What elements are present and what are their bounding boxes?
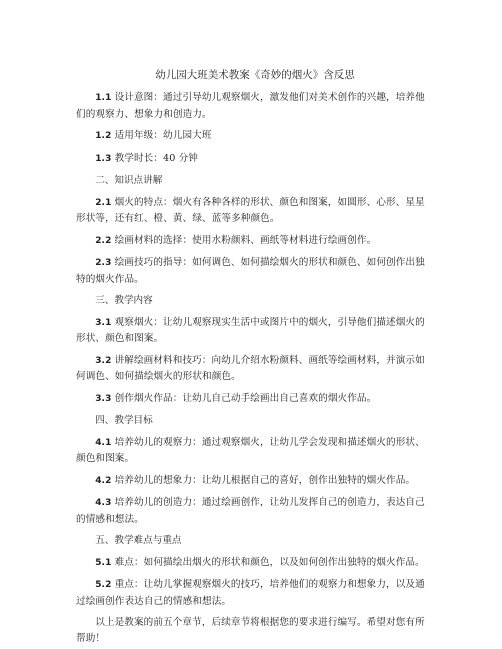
paragraph [76,473,430,490]
paragraph [76,353,430,385]
item-number: 2.2 [95,235,112,246]
paragraph-text: 绘画材料的选择：使用水粉颜料、画纸等材料进行绘画创作。 [111,234,377,246]
paragraph-text: 培养幼儿的观察力：通过观察烟火，让幼儿学会发现和描述烟火的形状、颜色和图案。 [76,436,425,464]
item-number: 5.2 [95,580,112,590]
item-number: 3.2 [95,355,112,366]
paragraph-text: 设计意图：通过引导幼儿观察烟火，激发他们对美术创作的兴趣，培养他们的观察力、想象力和创造力。 [76,92,425,120]
section-heading [76,173,430,189]
item-number: 1.1 [95,93,112,103]
heading-text: 四、教学目标 [95,415,153,426]
paragraph [76,255,430,287]
paragraph-text: 难点：如何描绘出烟火的形状和颜色，以及如何创作出独特的烟火作品。 [111,556,425,568]
paragraph [76,555,430,572]
heading-text: 五、教学难点与重点 [95,535,182,546]
heading-text: 三、教学内容 [95,295,153,306]
paragraph-text: 适用年级：幼儿园大班 [111,130,212,141]
paragraph [76,391,430,408]
document-body [76,90,430,646]
item-number: 2.3 [95,258,112,268]
paragraph-text: 讲解绘画材料和技巧：向幼儿介绍水粉颜料、画纸等绘画材料，并演示如何调色、如何描绘烟火的形状和颜色。 [76,354,425,382]
paragraph-text: 培养幼儿的想象力：让幼儿根据自己的喜好，创作出独特的烟火作品。 [111,474,416,486]
heading-text: 二、知识点讲解 [95,175,163,186]
document-title: 幼儿园大班美术教案《奇妙的烟火》含反思 [155,69,355,81]
section-heading [76,533,430,549]
item-number: 4.1 [95,437,112,448]
item-number: 5.1 [95,557,112,568]
item-number: 3.3 [95,393,112,404]
paragraph [76,615,430,646]
paragraph [76,495,430,527]
section-heading [76,293,430,309]
paragraph-text: 教学时长：40 分钟 [111,152,199,164]
paragraph-text: 重点：让幼儿掌握观察烟火的技巧，培养他们的观察力和想象力，以及通过绘画创作表达自己的情感和想法。 [76,579,425,607]
paragraph [76,315,430,347]
paragraph-text: 烟火的特点：烟火有各种各样的形状、颜色和图案，如圆形、心形、星星形状等，还有红、橙、黄、绿、蓝等多种颜色。 [76,196,425,224]
paragraph [76,435,430,467]
item-number: 1.3 [95,153,112,164]
item-number: 4.2 [95,475,112,486]
paragraph [76,233,430,250]
item-number: 3.1 [95,317,112,328]
item-number: 1.2 [95,131,112,141]
item-number: 4.3 [95,498,112,508]
paragraph-text: 创作烟火作品：让幼儿自己动手绘画出自己喜欢的烟火作品。 [111,392,377,404]
paragraph [76,151,430,168]
paragraph [76,195,430,227]
paragraph [76,90,430,122]
item-number: 2.1 [95,197,112,208]
paragraph [76,128,430,145]
paragraph [76,577,430,609]
paragraph-text: 绘画技巧的指导：如何调色、如何描绘烟火的形状和颜色、如何创作出独特的烟火作品。 [76,257,425,285]
paragraph-text: 以上是教案的前五个章节，后续章节将根据您的要求进行编写。希望对您有所帮助！ [76,617,425,644]
paragraph-text: 观察烟火：让幼儿观察现实生活中或图片中的烟火，引导他们描述烟火的形状、颜色和图案。 [76,316,425,344]
section-heading [76,413,430,429]
paragraph-text: 培养幼儿的创造力：通过绘画创作，让幼儿发挥自己的创造力，表达自己的情感和想法。 [76,497,425,525]
